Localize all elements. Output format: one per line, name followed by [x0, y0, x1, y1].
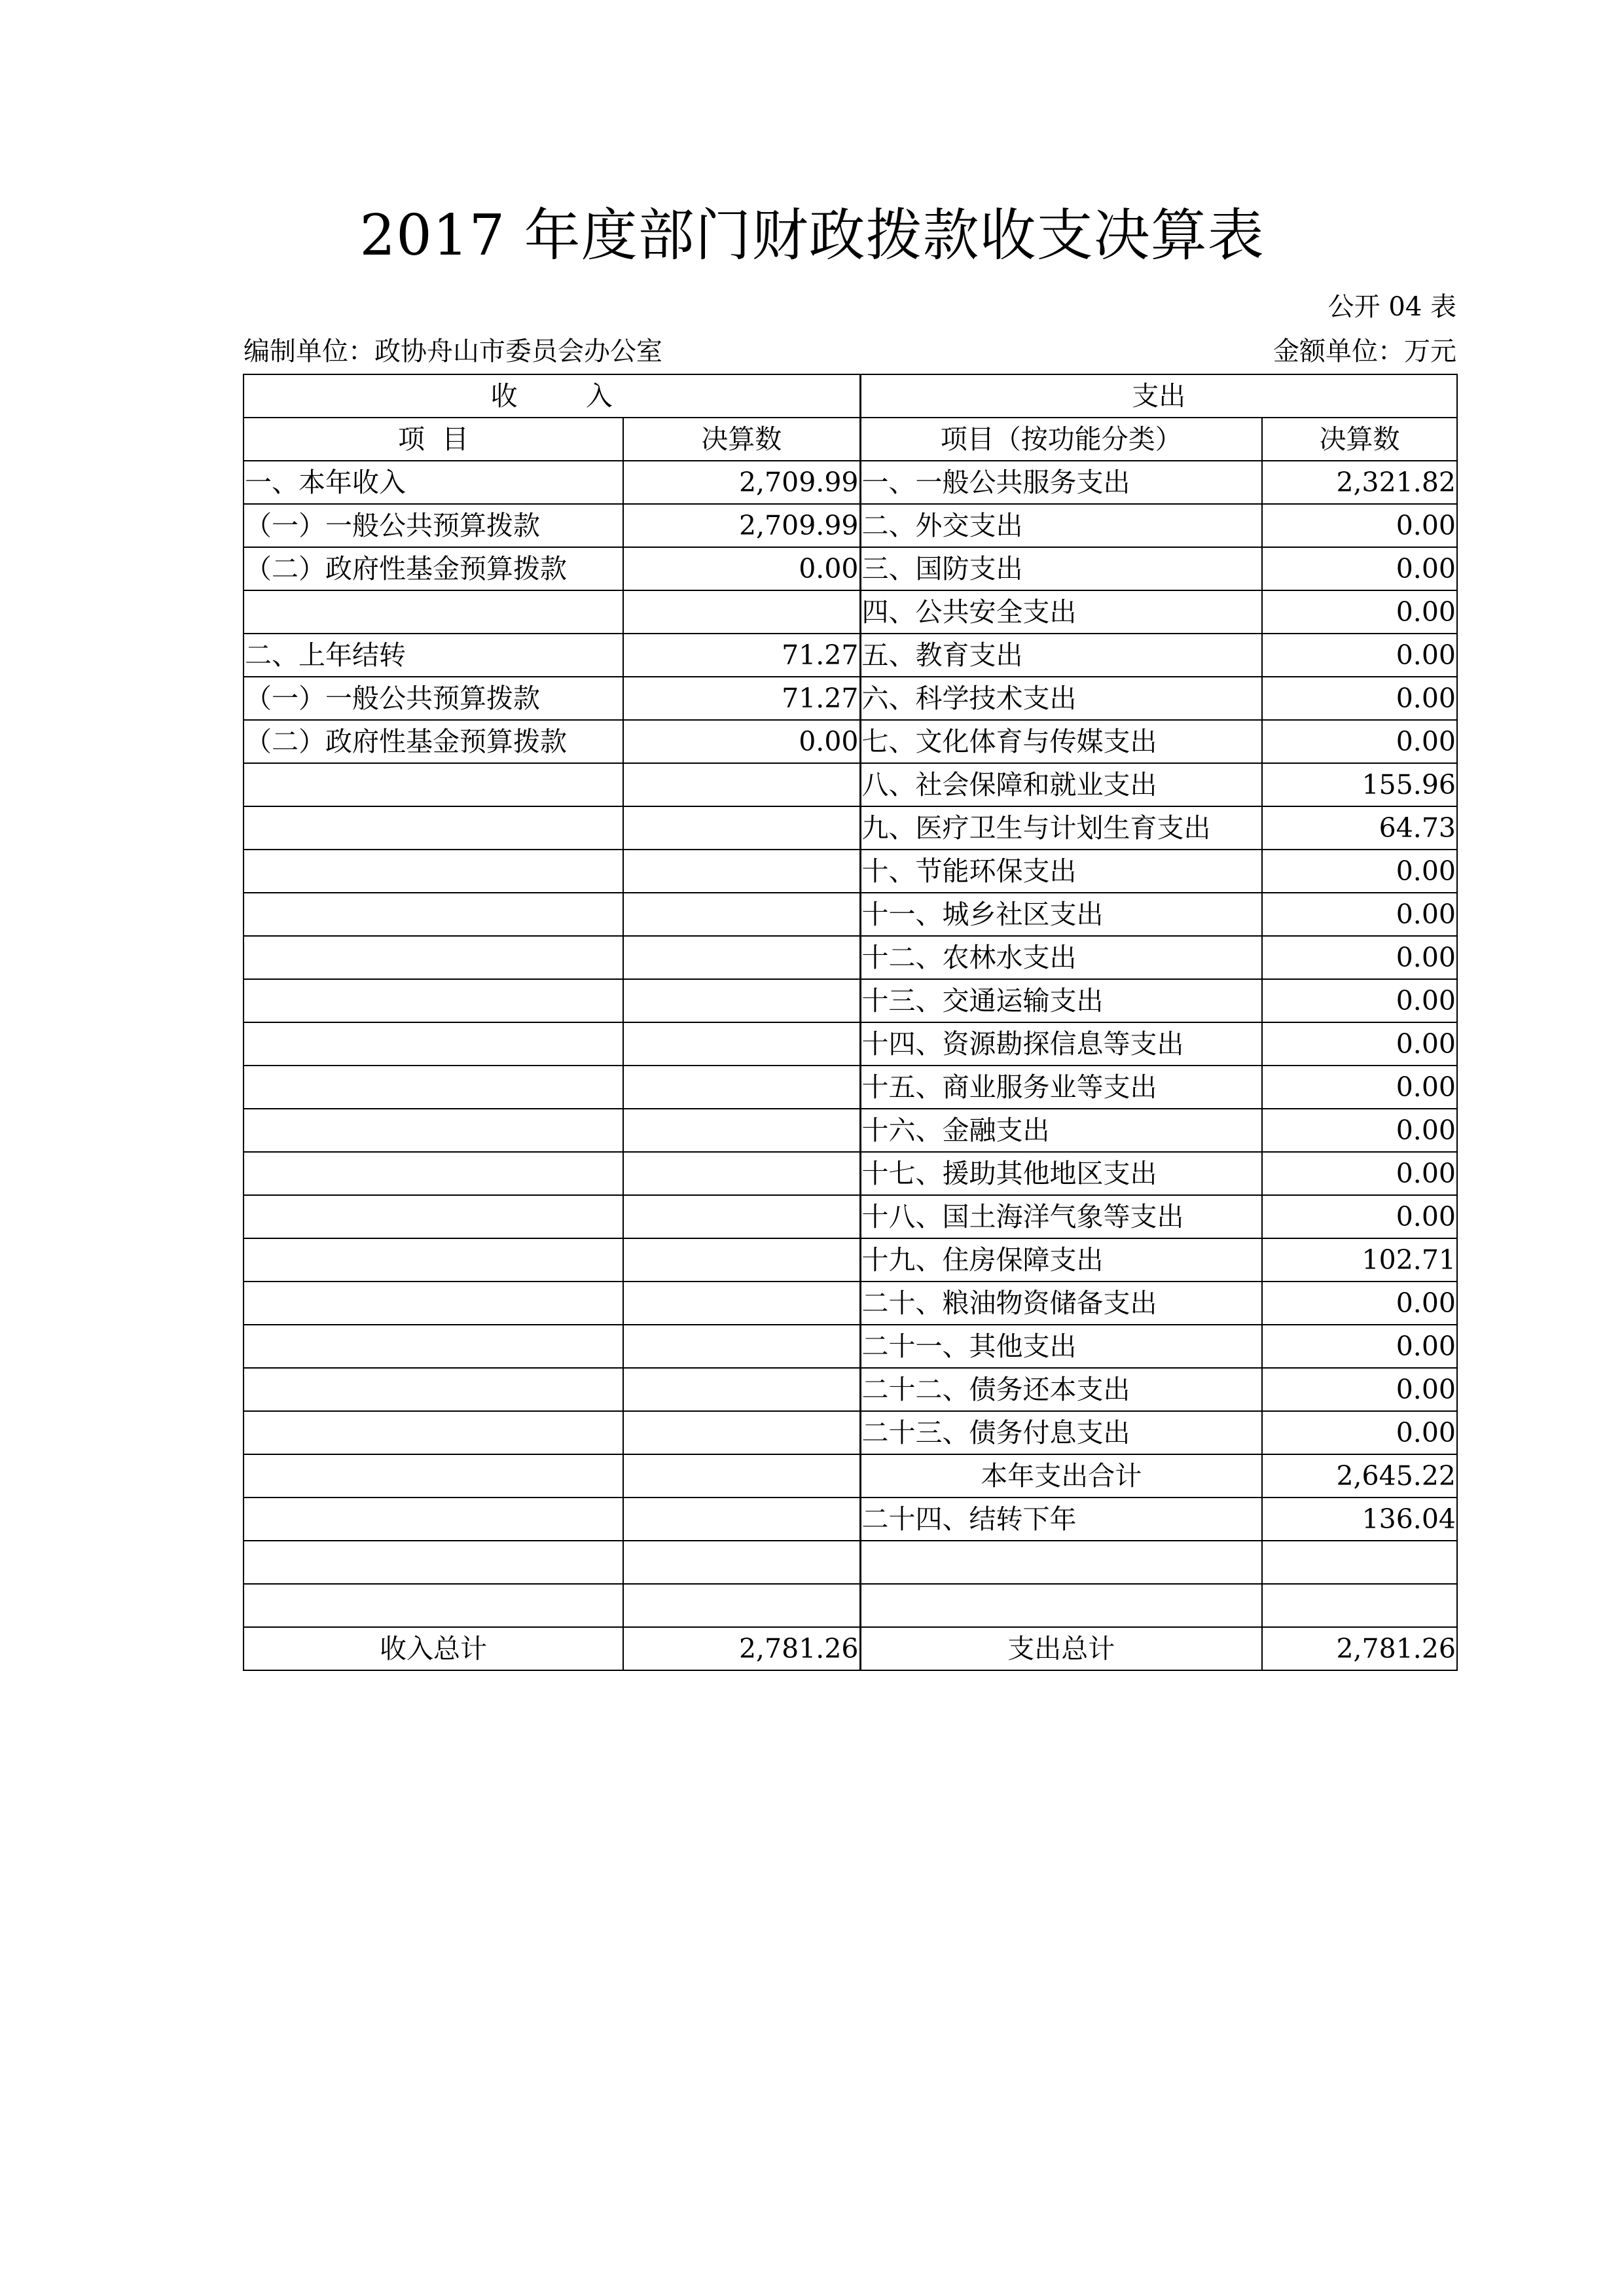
income-total-value: 2,781.26 — [623, 1627, 860, 1670]
expense-amount-cell: 0.00 — [1262, 1195, 1457, 1238]
table-row — [244, 1411, 1457, 1454]
expense-item-cell: 十、节能环保支出 — [860, 850, 1262, 893]
income-item-cell — [244, 806, 623, 850]
income-item-cell — [244, 1325, 623, 1368]
income-item-cell — [244, 1282, 623, 1325]
expense-item-cell: 十八、国土海洋气象等支出 — [860, 1195, 1262, 1238]
income-amount-cell — [623, 1109, 860, 1152]
page-title: 2017 年度部门财政拨款收支决算表 — [359, 203, 1265, 268]
expense-item-cell: 六、科学技术支出 — [860, 677, 1262, 720]
expense-amount-cell: 0.00 — [1262, 547, 1457, 590]
table-row — [244, 547, 1457, 590]
table-subheader-row — [244, 418, 1457, 461]
income-amount-cell — [623, 1498, 860, 1541]
table-row — [244, 1325, 1457, 1368]
expense-item-cell: 十三、交通运输支出 — [860, 979, 1262, 1022]
table-row — [244, 720, 1457, 763]
expense-amount-cell: 64.73 — [1262, 806, 1457, 850]
expense-total-value: 2,781.26 — [1262, 1627, 1457, 1670]
income-item-cell — [244, 1195, 623, 1238]
income-header: 收 入 — [244, 374, 860, 418]
expense-amount-cell: 136.04 — [1262, 1498, 1457, 1541]
expense-item-cell: 五、教育支出 — [860, 634, 1262, 677]
budget-table — [243, 374, 1458, 1671]
income-amount-cell: 0.00 — [623, 720, 860, 763]
income-amount-cell — [623, 806, 860, 850]
expense-item-cell: 十二、农林水支出 — [860, 936, 1262, 979]
expense-amount-cell: 0.00 — [1262, 1152, 1457, 1195]
table-row — [244, 1498, 1457, 1541]
income-item-cell — [244, 1368, 623, 1411]
expense-amount-cell — [1262, 1584, 1457, 1627]
expense-amount-cell: 2,321.82 — [1262, 461, 1457, 504]
expense-item-cell: 二、外交支出 — [860, 504, 1262, 547]
table-row — [244, 1152, 1457, 1195]
income-amount-header: 决算数 — [623, 418, 860, 461]
table-header-row — [244, 374, 1457, 418]
expense-amount-cell: 0.00 — [1262, 1022, 1457, 1066]
income-amount-cell — [623, 1454, 860, 1498]
expense-item-cell: 二十四、结转下年 — [860, 1498, 1262, 1541]
income-item-cell — [244, 850, 623, 893]
income-amount-cell — [623, 763, 860, 806]
income-item-header: 项 目 — [244, 418, 623, 461]
expense-item-cell — [860, 1584, 1262, 1627]
expense-item-cell: 八、社会保障和就业支出 — [860, 763, 1262, 806]
expense-total-label: 支出总计 — [860, 1627, 1262, 1670]
expense-amount-cell: 102.71 — [1262, 1238, 1457, 1282]
table-row — [244, 1584, 1457, 1627]
expense-amount-cell: 0.00 — [1262, 1066, 1457, 1109]
income-item-cell — [244, 936, 623, 979]
expense-item-cell: 十九、住房保障支出 — [860, 1238, 1262, 1282]
table-row — [244, 763, 1457, 806]
income-total-label: 收入总计 — [244, 1627, 623, 1670]
expense-amount-cell: 0.00 — [1262, 720, 1457, 763]
table-row — [244, 893, 1457, 936]
income-item-cell — [244, 590, 623, 634]
income-item-cell — [244, 1454, 623, 1498]
expense-amount-cell: 0.00 — [1262, 893, 1457, 936]
income-amount-cell — [623, 1152, 860, 1195]
expense-amount-cell: 0.00 — [1262, 936, 1457, 979]
income-amount-cell — [623, 893, 860, 936]
expense-amount-header: 决算数 — [1262, 418, 1457, 461]
income-amount-cell — [623, 1066, 860, 1109]
income-item-cell — [244, 763, 623, 806]
income-item-cell — [244, 1152, 623, 1195]
income-amount-cell — [623, 979, 860, 1022]
expense-item-cell: 二十三、债务付息支出 — [860, 1411, 1262, 1454]
expense-amount-cell: 2,645.22 — [1262, 1454, 1457, 1498]
expense-item-cell: 一、一般公共服务支出 — [860, 461, 1262, 504]
income-item-cell: （一）一般公共预算拨款 — [244, 504, 623, 547]
income-item-cell — [244, 1584, 623, 1627]
expense-amount-cell: 0.00 — [1262, 677, 1457, 720]
expense-item-cell: 二十、粮油物资储备支出 — [860, 1282, 1262, 1325]
income-item-cell — [244, 1498, 623, 1541]
expense-item-cell: 本年支出合计 — [860, 1454, 1262, 1498]
expense-item-cell: 九、医疗卫生与计划生育支出 — [860, 806, 1262, 850]
table-row — [244, 1238, 1457, 1282]
expense-item-cell: 十四、资源勘探信息等支出 — [860, 1022, 1262, 1066]
income-item-cell: （一）一般公共预算拨款 — [244, 677, 623, 720]
table-row — [244, 504, 1457, 547]
income-amount-cell — [623, 1282, 860, 1325]
income-amount-cell: 2,709.99 — [623, 504, 860, 547]
table-row — [244, 634, 1457, 677]
expense-amount-cell — [1262, 1541, 1457, 1584]
table-row — [244, 677, 1457, 720]
expense-item-cell: 十一、城乡社区支出 — [860, 893, 1262, 936]
income-item-cell: 二、上年结转 — [244, 634, 623, 677]
expense-amount-cell: 0.00 — [1262, 504, 1457, 547]
table-row — [244, 1195, 1457, 1238]
expense-amount-cell: 0.00 — [1262, 1109, 1457, 1152]
income-item-cell: 一、本年收入 — [244, 461, 623, 504]
expense-item-cell: 十五、商业服务业等支出 — [860, 1066, 1262, 1109]
form-number: 公开 04 表 — [1327, 292, 1456, 322]
table-row — [244, 1454, 1457, 1498]
totals-row — [244, 1627, 1457, 1670]
expense-item-cell: 二十二、债务还本支出 — [860, 1368, 1262, 1411]
income-amount-cell — [623, 1195, 860, 1238]
expense-amount-cell: 0.00 — [1262, 634, 1457, 677]
income-amount-cell — [623, 590, 860, 634]
expense-amount-cell: 155.96 — [1262, 763, 1457, 806]
table-row — [244, 1541, 1457, 1584]
expense-item-header: 项目（按功能分类） — [860, 418, 1262, 461]
income-item-cell — [244, 1411, 623, 1454]
table-row — [244, 1109, 1457, 1152]
table-row — [244, 936, 1457, 979]
income-item-cell — [244, 1541, 623, 1584]
expense-amount-cell: 0.00 — [1262, 1368, 1457, 1411]
table-row — [244, 1066, 1457, 1109]
income-amount-cell: 0.00 — [623, 547, 860, 590]
expense-item-cell: 四、公共安全支出 — [860, 590, 1262, 634]
income-item-cell: （二）政府性基金预算拨款 — [244, 720, 623, 763]
income-amount-cell — [623, 1238, 860, 1282]
budget-table-body — [244, 374, 1457, 1670]
income-item-cell: （二）政府性基金预算拨款 — [244, 547, 623, 590]
expense-item-cell: 二十一、其他支出 — [860, 1325, 1262, 1368]
compiling-unit: 编制单位：政协舟山市委员会办公室 — [244, 336, 662, 367]
currency-unit: 金额单位：万元 — [1273, 336, 1456, 367]
table-row — [244, 806, 1457, 850]
expense-item-cell — [860, 1541, 1262, 1584]
expense-amount-cell: 0.00 — [1262, 1282, 1457, 1325]
income-amount-cell — [623, 1022, 860, 1066]
income-amount-cell: 2,709.99 — [623, 461, 860, 504]
income-amount-cell — [623, 1325, 860, 1368]
income-amount-cell — [623, 1584, 860, 1627]
expense-item-cell: 十六、金融支出 — [860, 1109, 1262, 1152]
expense-item-cell: 七、文化体育与传媒支出 — [860, 720, 1262, 763]
expense-amount-cell: 0.00 — [1262, 979, 1457, 1022]
income-item-cell — [244, 1022, 623, 1066]
expense-item-cell: 十七、援助其他地区支出 — [860, 1152, 1262, 1195]
table-row — [244, 1282, 1457, 1325]
table-row — [244, 850, 1457, 893]
income-amount-cell — [623, 936, 860, 979]
table-row — [244, 979, 1457, 1022]
expense-item-cell: 三、国防支出 — [860, 547, 1262, 590]
income-item-cell — [244, 1109, 623, 1152]
expense-amount-cell: 0.00 — [1262, 1325, 1457, 1368]
expense-header: 支出 — [860, 374, 1457, 418]
income-amount-cell — [623, 1411, 860, 1454]
table-row — [244, 1368, 1457, 1411]
table-row — [244, 590, 1457, 634]
income-item-cell — [244, 1238, 623, 1282]
table-row — [244, 461, 1457, 504]
income-amount-cell — [623, 1541, 860, 1584]
expense-amount-cell: 0.00 — [1262, 590, 1457, 634]
income-item-cell — [244, 1066, 623, 1109]
income-amount-cell: 71.27 — [623, 677, 860, 720]
expense-amount-cell: 0.00 — [1262, 1411, 1457, 1454]
income-amount-cell — [623, 1368, 860, 1411]
income-item-cell — [244, 979, 623, 1022]
income-amount-cell — [623, 850, 860, 893]
expense-amount-cell: 0.00 — [1262, 850, 1457, 893]
income-amount-cell: 71.27 — [623, 634, 860, 677]
income-item-cell — [244, 893, 623, 936]
table-row — [244, 1022, 1457, 1066]
